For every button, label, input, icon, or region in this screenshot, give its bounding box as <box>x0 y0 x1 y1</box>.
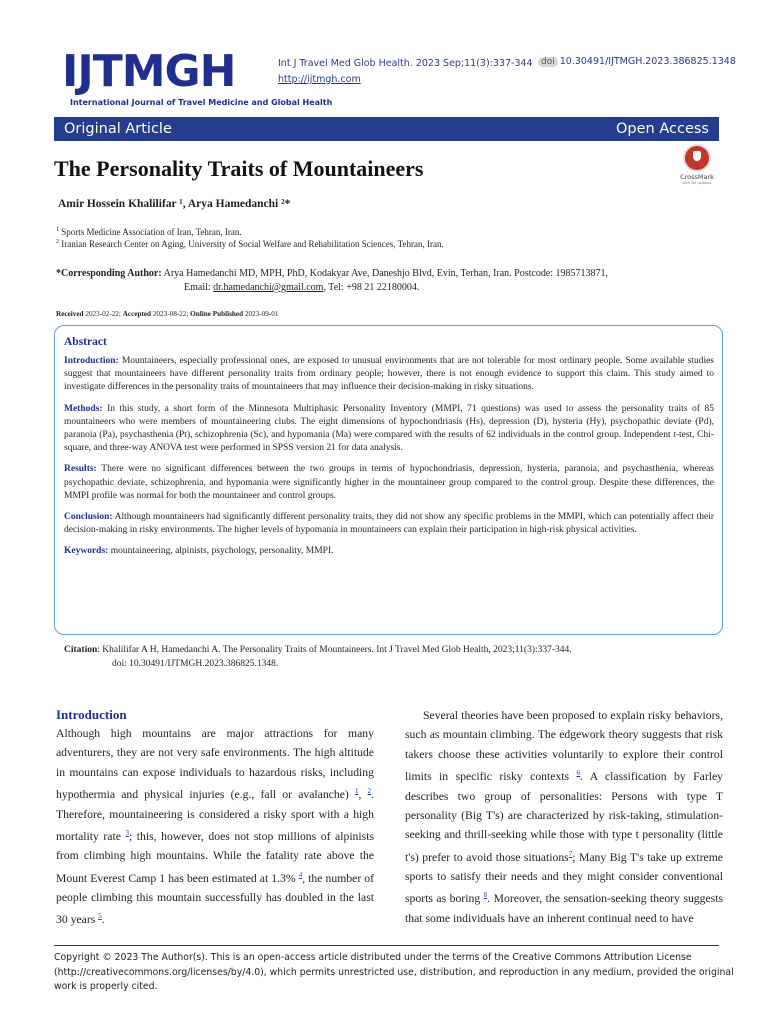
citation: Citation: Khalilifar A H, Hamedanchi A. The Personality Traits of Mountaineers. Int J Travel Med Glob Health, 2023;11(3):337-344. doi: 10.30491/IJTMGH.2023.386825.1348. <box>64 643 722 671</box>
ref-link[interactable]: 2 <box>367 787 372 796</box>
doi-header[interactable] <box>538 56 736 67</box>
crossmark-button[interactable] <box>676 144 718 192</box>
abstract-introduction: Introduction: Mountaineers, especially professional ones, are exposed to unusual environments that are not tolerable for most ordinary people. Some available studies suggest that mountaineers have different personality traits from ordinary people; however, there is not enough evidence to support this claim. This study aimed to investigate differences in the personality traits of mountaineers that may influence their decision-making in risky situations. <box>64 356 715 393</box>
journal-logo: IJTMGH <box>62 46 236 97</box>
abstract-results: Results: There were no significant differences between the two groups in terms of hypochondriasis, depression, hysteria, paranoia, and psychasthenia, whereas psychopathic deviate, schizophrenia, and hypomania were significantly higher in the mountaineer group compared to the control group. Despite these differences, the MMPI profile was normal for both the mountaineer and control groups. <box>64 464 714 501</box>
citation-doi: doi: 10.30491/IJTMGH.2023.386825.1348. <box>112 659 279 669</box>
introduction-heading: Introduction <box>56 707 127 722</box>
journal-logo-subtitle: International Journal of Travel Medicine and Global Health <box>70 98 333 107</box>
corresponding-label: *Corresponding Author: <box>56 268 162 279</box>
footer-divider <box>54 945 719 946</box>
ref-link[interactable]: 5 <box>98 912 102 921</box>
doi-value[interactable]: 10.30491/IJTMGH.2023.386825.1348 <box>559 56 736 67</box>
affiliation-1: $^1$ Sports Medicine Association of Iran, Tehran, Iran. <box>56 227 242 237</box>
license-footer: Copyright © 2023 The Author(s). This is an open-access article distributed under the terms of the Creative Commons Attribution License (http://creativecommons.org/licenses/by/4.0), which permits unrestricted use, distribution, and reproduction in any medium, provided the original work is properly cited. <box>54 952 734 992</box>
body-left-column <box>56 707 374 930</box>
email-link[interactable]: dr.hamedanchi@gmail.com <box>213 282 324 293</box>
abstract-heading: Abstract <box>64 336 107 348</box>
article-type-banner <box>54 117 719 141</box>
open-access-label: Open Access <box>616 121 709 137</box>
crossmark-sub: click for updates <box>682 181 712 185</box>
ref-link[interactable]: 6 <box>576 769 581 778</box>
crossmark-icon <box>683 144 711 172</box>
authors: Amir Hossein Khalilifar ¹, Arya Hamedanchi ²* <box>58 198 291 210</box>
doi-icon: doi <box>538 57 558 67</box>
ref-link[interactable]: 3 <box>125 828 129 837</box>
intro-paragraph-left: Although high mountains are major attractions for many adventurers, they are not very safe environments. The high altitude in mountains can expose individuals to hazardous risks, including hypothermia and physical injuries (e.g., fall or avalanche) $^1$, $^2$. Therefore, mountaineering is considered a risky sport with a high mortality rate $^3$; this, however, does not stop millions of alpinists from climbing high mountains. While the fatality rate above the Mount Everest Camp 1 has been estimated at 1.3% $^4$, the number of people climbing this mountain successfully has doubled in the last 30 years $^5$. <box>56 727 375 927</box>
corresponding-author: *Corresponding Author: Arya Hamedanchi MD, MPH, PhD, Kodakyar Ave, Daneshjo Blvd, Evin, Terhan, Iran. Postcode: 1985713871, Email: dr.hamedanchi@gmail.com, Tel: +98 21 22180004. <box>56 268 609 293</box>
affiliation-2: $^2$ Iranian Research Center on Aging, University of Social Welfare and Rehabilitation Sciences, Tehran, Iran. <box>56 239 444 249</box>
abstract-methods: Methods: In this study, a short form of the Minnesota Multiphasic Personality Inventory (MMPI, 71 questions) was used to assess the personality traits of 85 mountaineers who were members of mountaineering clubs. The eight dimensions of hypochondriasis (Hs), depression (D), hysteria (Hy), psychopathic deviate (Pd), paranoia (Pa), psychasthenia (Pt), schizophrenia (Sc), and hypomania (Ma) were compared with the results of 62 individuals in the control group. Independent t-test, Chi-square, and three-way ANOVA test were performed in SPSS version 21 for data analysis. <box>64 403 715 454</box>
article-title: The Personality Traits of Mountaineers <box>54 156 424 181</box>
ref-link[interactable]: 4 <box>298 870 303 879</box>
article-type-label: Original Article <box>64 121 172 137</box>
crossmark-label: CrossMark <box>680 173 714 181</box>
abstract-conclusion: Conclusion: Although mountaineers had significantly different personality traits, they did not show any specific problems in the MMPI, which can potentially affect their decision-making in risky environments. The higher levels of hypomania in mountaineers can explain their participation in high-risk physical activities. <box>64 512 714 536</box>
ref-link[interactable]: 1 <box>355 787 359 796</box>
intro-paragraph-right: Several theories have been proposed to explain risky behaviors, such as mountain climbing. The edgework theory suggests that risk takers choose these activities voluntarily to explore their control limits in specific risky contexts $^6$. A classification by Farley describes two group of personalities: Persons with type T personality (Big T's) are characterized by risk-taking, stimulation-seeking and thrill-seeking while those with type t personality (little t's) prefer to avoid those situations$^7$; Many Big T's take up extreme sports to satisfy their needs and they might consider conventional sports as boring $^8$. Moreover, the sensation-seeking theory suggests that some individuals have an inherent continual need to have <box>405 709 724 925</box>
body-right-column <box>405 706 723 928</box>
ref-link[interactable]: 7 <box>568 849 573 858</box>
abstract-box <box>54 325 723 635</box>
abstract-keywords: Keywords: mountaineering, alpinists, psychology, personality, MMPI. <box>64 546 334 557</box>
journal-citation-header <box>278 56 533 88</box>
ref-link[interactable]: 8 <box>483 891 488 900</box>
journal-url-link[interactable]: http://ijtmgh.com <box>278 74 361 85</box>
article-dates: Received 2023-02-22; Accepted 2023-08-22; Online Published 2023-09-01 <box>56 310 279 318</box>
citation-line: Int J Travel Med Glob Health. 2023 Sep;11(3):337-344 <box>278 58 533 69</box>
